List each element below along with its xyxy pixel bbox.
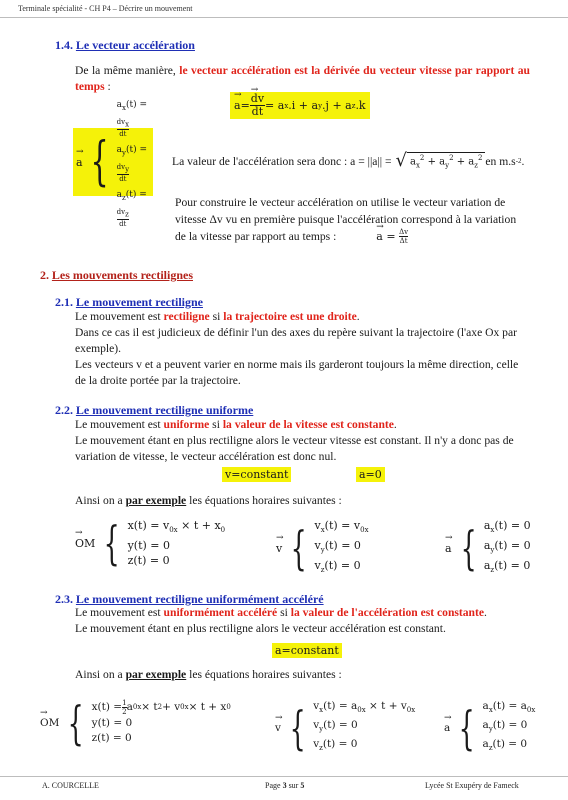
acceleration-constant-box: a=constant <box>272 643 342 658</box>
section-title: Les mouvements rectilignes <box>51 268 193 282</box>
s22-v-system: → v { $v_x(t) = v_{0x}$ $v_y(t) = 0$ $v_z(t) = 0$ <box>276 518 369 579</box>
footer-rule <box>0 776 568 777</box>
acceleration-derivative-equation: → a = → $\frac{dv}{dt}$ = a x .i + a y .j + a z .k <box>230 92 370 119</box>
s22-body: Le mouvement est uniforme si la valeur de la vitesse est constante. Le mouvement étant en plus rectiligne alors le vecteur vitesse est constant. Il n'y a donc pas de variation de vitesse, le vecteur accélération est donc nul. <box>75 418 514 463</box>
s23-om-system: → OM { x(t) = $\frac{1}{2}$ a 0x × t 2 + v 0x × t + x 0 y(t) = 0 z(t) = 0 <box>40 699 231 746</box>
page-header: Terminale spécialité - CH P4 – Décrire un mouvement <box>18 4 193 13</box>
section-number: 2. <box>40 268 49 282</box>
acceleration-norm-line: La valeur de l'accélération sera donc : a = ||a|| = √ $a_x^2 + a_y^2 + a_z^2$ en m.s -2 . <box>172 150 525 172</box>
s22-a-system: → a { $a_x(t) = 0$ $a_y(t) = 0$ $a_z(t) = 0$ <box>445 518 531 579</box>
footer-school: Lycée St Exupéry de Fameck <box>425 781 519 790</box>
s23-v-system: → v { $v_x(t) = a_{0x} \times t + v_{0x}$ $v_y(t) = 0$ $v_z(t) = 0$ <box>275 699 415 756</box>
section-2-3-heading: 2.3. Le mouvement rectiligne uniformément accéléré <box>55 592 324 606</box>
header-rule <box>0 17 568 18</box>
norm-sqrt-expression: $a_x^2 + a_y^2 + a_z^2$ <box>407 152 485 170</box>
footer-page-number: Page 3 sur 5 <box>265 781 305 790</box>
s22-example-line: Ainsi on a par exemple les équations horaires suivantes : <box>75 494 342 507</box>
acceleration-zero-box: a=0 <box>356 467 385 482</box>
s23-body: Le mouvement est uniformément accéléré si la valeur de l'accélération est constante. Le mouvement étant en plus rectiligne alors le vecteur accélération est constant. <box>75 606 487 635</box>
s14-intro: De la même manière, le vecteur accélération est la dérivée du vecteur vitesse par rapport au temps : <box>75 64 531 93</box>
section-2-2-heading: 2.2. Le mouvement rectiligne uniforme <box>55 403 254 417</box>
acceleration-components-box: → a { $a_x(t)$ = $dv_x$ dt $a_y(t)$ = $dv_y$ dt $a_z(t)$ = $dv_z$ dt <box>73 128 153 196</box>
section-1-4-heading <box>55 38 195 53</box>
s21-body: Le mouvement est rectiligne si la trajectoire est une droite. Dans ce cas il est judicieux de définir l'un des axes du repère suivant la trajectoire (l'axe Ox par exemple). Les vecteurs v et a peuvent varier en norme mais ils garderont toujours la même direction, celle de la droite portée par la trajectoire. <box>75 310 519 387</box>
section-title: Le vecteur accélération <box>75 38 195 52</box>
s23-example-line: Ainsi on a par exemple les équations horaires suivantes : <box>75 668 342 681</box>
footer-author: A. COURCELLE <box>42 781 99 790</box>
section-2-heading <box>40 268 193 283</box>
section-2-1-heading: 2.1. Le mouvement rectiligne <box>55 295 203 309</box>
s23-a-system: → a { $a_x(t) = a_{0x}$ $a_y(t) = 0$ $a_z(t) = 0$ <box>444 699 535 756</box>
definition-red: le vecteur accélération est la dérivée du vecteur vitesse par rapport au temps <box>75 64 531 93</box>
s22-om-system: → OM { $x(t) = v_{0x} \times t + x_0$ y(t) = 0 z(t) = 0 <box>75 518 225 568</box>
velocity-constant-box: v=constant <box>222 467 291 482</box>
s14-variation-paragraph: Pour construire le vecteur accélération on utilise le vecteur variation de vitesse Δv vu en première puisque l'accélération correspond à la variation de la vitesse par rapport au temps : → a = Δv Δt <box>175 194 530 245</box>
delta-v-equation: → a = Δv Δt <box>376 228 408 245</box>
section-number: 1.4. <box>55 38 73 52</box>
